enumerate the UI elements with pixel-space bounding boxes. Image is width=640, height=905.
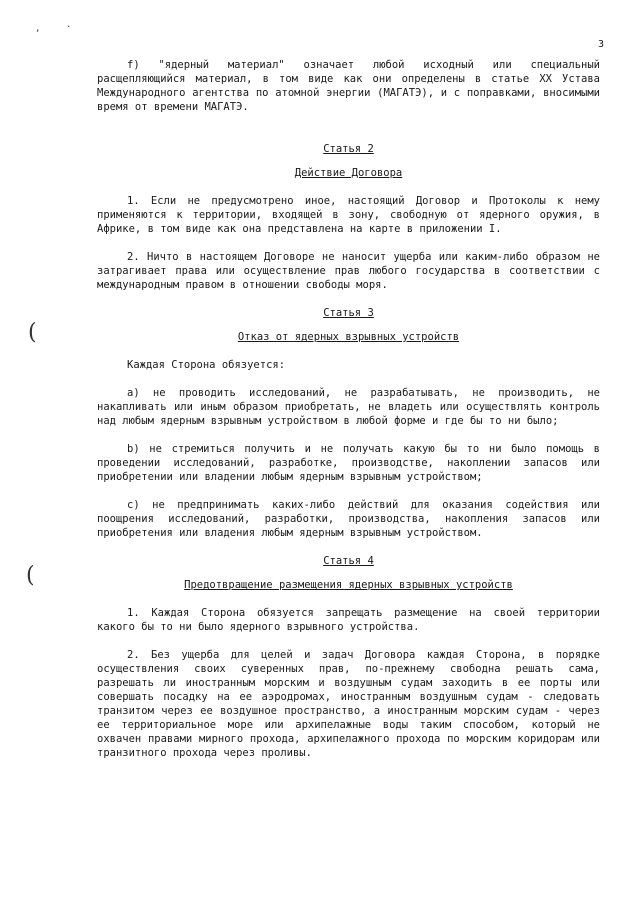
document-body	[97, 58, 600, 760]
article-3-item-b: b) не стремиться получить и не получать какую бы то ни было помощь в проведении исследований, разработке, производстве, накоплении запасов или приобретении или владении любым ядерным взрывным устройством;	[97, 443, 600, 483]
article-4-heading: Статья 4	[323, 555, 374, 567]
article-2-title: Действие Договора	[294, 167, 403, 179]
article-4-paragraph-1: 1. Каждая Сторона обязуется запрещать размещение на своей территории какого бы то ни было ядерного взрывного устройства.	[97, 607, 600, 633]
page-number: 3	[598, 39, 605, 50]
article-2-paragraph-2: 2. Ничто в настоящем Договоре не наносит ущерба или каким-либо образом не затрагивает права или осуществление прав любого государства в соответствии с международным правом в отношении свободы моря.	[97, 251, 600, 291]
article-3-title: Отказ от ядерных взрывных устройств	[237, 331, 460, 343]
punch-hole-mark: (	[28, 320, 37, 345]
scan-speck: ,	[35, 24, 41, 34]
article-3-intro: Каждая Сторона обязуется:	[127, 359, 286, 371]
article-3-item-c: c) не предпринимать каких-либо действий для оказания содействия или поощрения исследований, разработки, производства, накопления запасов или приобретения или владения любым ядерным взрывным устройством.	[97, 499, 600, 539]
article-3-heading: Статья 3	[323, 307, 374, 319]
article-4-title: Предотвращение размещения ядерных взрывных устройств	[184, 579, 513, 591]
paragraph-f: f) "ядерный материал" означает любой исходный или специальный расщепляющийся материал, в том виде как они определены в статье XX Устава Международного агентства по атомной энергии (МАГАТЭ), и с поправками, вносимыми время от времени МАГАТЭ.	[97, 59, 600, 113]
punch-hole-mark: (	[26, 563, 35, 588]
article-3-item-a: а) не проводить исследований, не разрабатывать, не производить, не накапливать или иным образом приобретать, не владеть или осуществлять контроль над любым ядерным взрывным устройством в любой форме и где бы то ни было;	[97, 387, 600, 427]
article-2-paragraph-1: 1. Если не предусмотрено иное, настоящий Договор и Протоколы к нему применяются к территории, входящей в зону, свободную от ядерного оружия, в Африке, в том виде как она представлена на карте в приложении I.	[97, 195, 600, 235]
article-2-heading: Статья 2	[323, 143, 374, 155]
article-4-paragraph-2: 2. Без ущерба для целей и задач Договора каждая Сторона, в порядке осуществления своих суверенных прав, по-прежнему свободна решать сама, разрешать ли иностранным морским и воздушным судам заходить в ее порты или совершать посадку на ее аэродромах, иностранным воздушным судам - следовать транзитом через ее воздушное пространство, а иностранным морским судам - через ее территориальное море или архипелажные воды таким способом, который не охвачен правами мирного прохода, архипелажного прохода по морским коридорам или транзитного прохода через проливы.	[97, 649, 600, 759]
scan-speck: .	[66, 20, 72, 30]
